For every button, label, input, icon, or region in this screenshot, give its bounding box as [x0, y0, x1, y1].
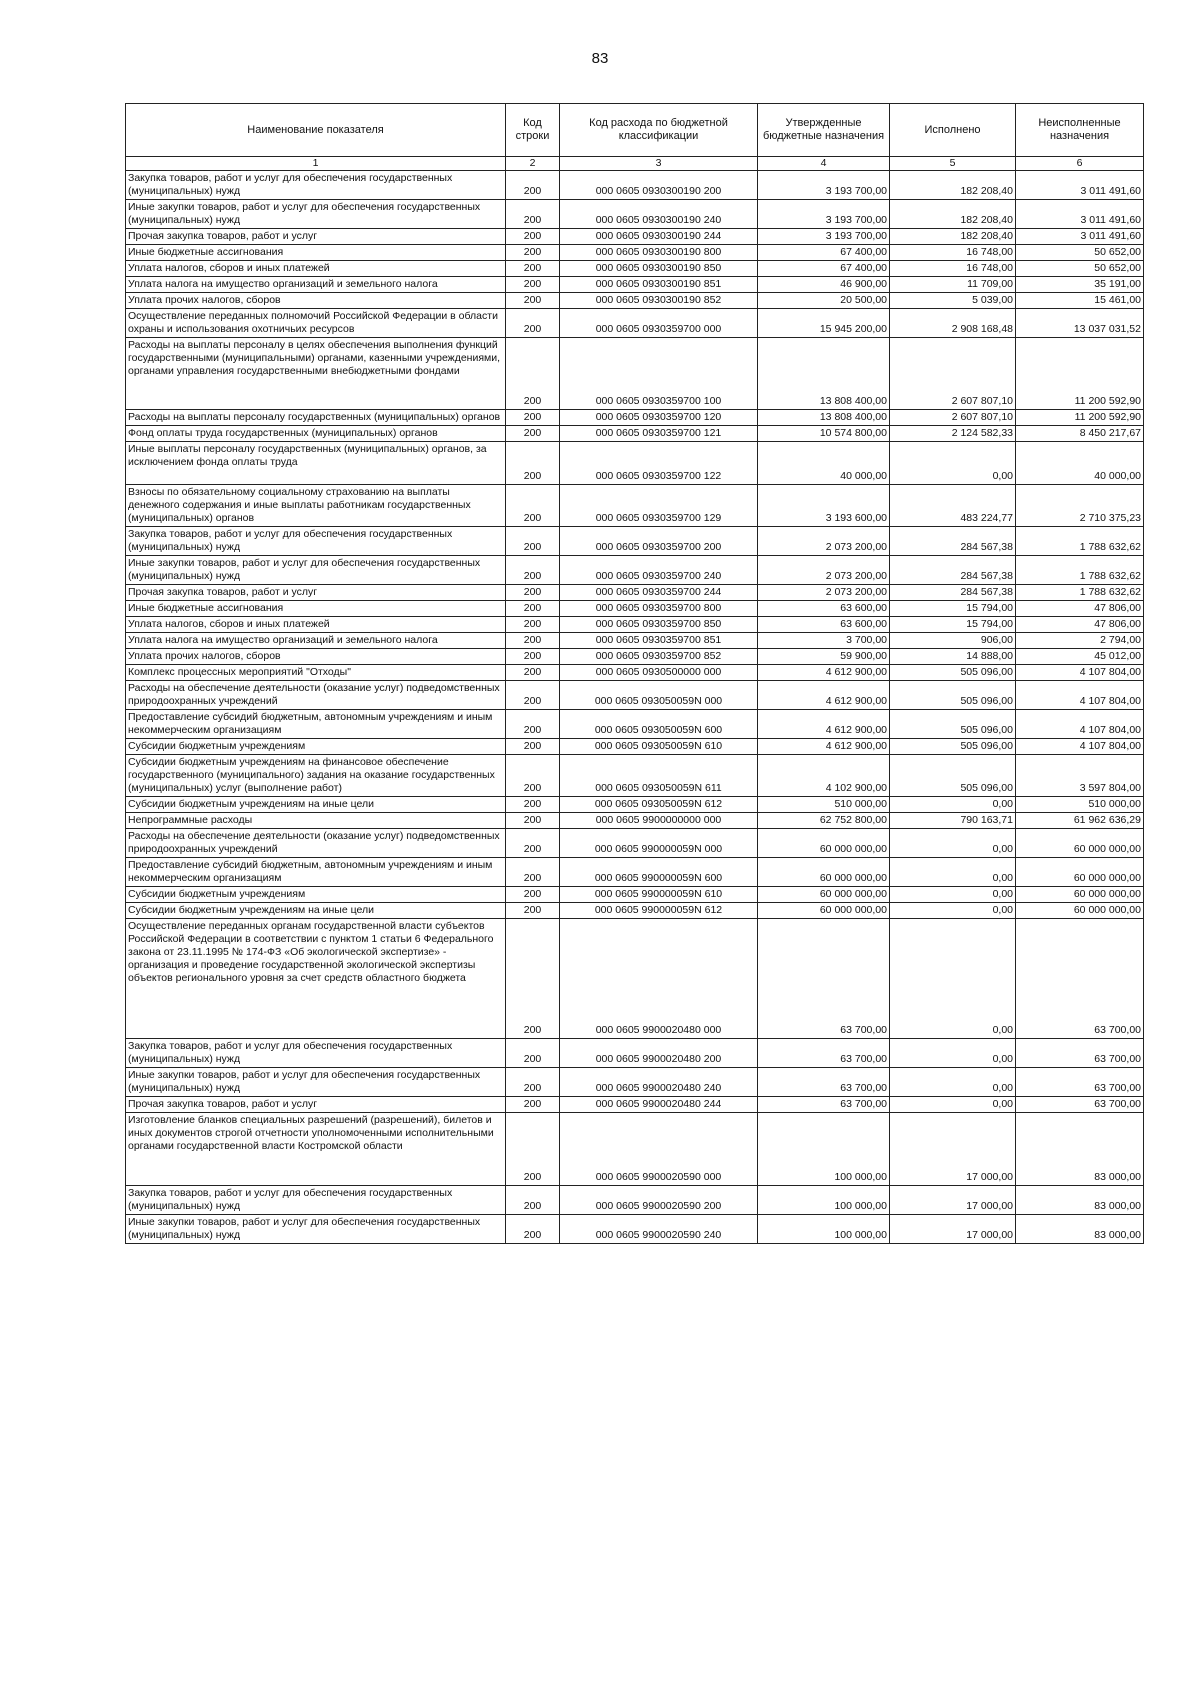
row-name: Уплата налогов, сборов и иных платежей — [126, 261, 506, 277]
column-number-row — [126, 157, 1144, 171]
row-budget-code: 000 0605 0930359700 122 — [560, 442, 758, 485]
row-name: Закупка товаров, работ и услуг для обеспечения государственных (муниципальных) нужд — [126, 171, 506, 200]
row-unexecuted-amount: 15 461,00 — [1016, 293, 1144, 309]
row-line-code: 200 — [506, 1097, 560, 1113]
row-budget-code: 000 0605 0930359700 120 — [560, 410, 758, 426]
row-budget-code: 000 0605 9900020590 200 — [560, 1186, 758, 1215]
row-name: Закупка товаров, работ и услуг для обеспечения государственных (муниципальных) нужд — [126, 1186, 506, 1215]
row-approved-amount: 3 193 700,00 — [758, 200, 890, 229]
table-row — [126, 797, 1144, 813]
row-approved-amount: 3 700,00 — [758, 633, 890, 649]
row-name: Субсидии бюджетным учреждениям на иные цели — [126, 797, 506, 813]
row-budget-code: 000 0605 093050059N 610 — [560, 739, 758, 755]
row-unexecuted-amount: 4 107 804,00 — [1016, 681, 1144, 710]
row-executed-amount: 5 039,00 — [890, 293, 1016, 309]
row-approved-amount: 67 400,00 — [758, 245, 890, 261]
row-line-code: 200 — [506, 858, 560, 887]
table-row — [126, 556, 1144, 585]
header-code: Код строки — [506, 104, 560, 157]
row-executed-amount: 0,00 — [890, 858, 1016, 887]
row-unexecuted-amount: 60 000 000,00 — [1016, 887, 1144, 903]
row-budget-code: 000 0605 990000059N 610 — [560, 887, 758, 903]
row-unexecuted-amount: 4 107 804,00 — [1016, 665, 1144, 681]
row-name: Уплата прочих налогов, сборов — [126, 293, 506, 309]
row-name: Расходы на обеспечение деятельности (оказание услуг) подведомственных природоохранных учреждений — [126, 681, 506, 710]
row-unexecuted-amount: 1 788 632,62 — [1016, 585, 1144, 601]
table-row — [126, 261, 1144, 277]
row-line-code: 200 — [506, 1068, 560, 1097]
row-approved-amount: 4 612 900,00 — [758, 739, 890, 755]
row-approved-amount: 20 500,00 — [758, 293, 890, 309]
table-row — [126, 665, 1144, 681]
row-name: Расходы на выплаты персоналу в целях обеспечения выполнения функций государственными (муниципальными) органами, казенными учреждениями, органами управления государственными внебюджетными фондами — [126, 338, 506, 410]
row-line-code: 200 — [506, 633, 560, 649]
row-executed-amount: 505 096,00 — [890, 755, 1016, 797]
row-budget-code: 000 0605 9900020590 000 — [560, 1113, 758, 1186]
row-unexecuted-amount: 63 700,00 — [1016, 1068, 1144, 1097]
row-approved-amount: 2 073 200,00 — [758, 556, 890, 585]
row-name: Иные закупки товаров, работ и услуг для обеспечения государственных (муниципальных) нужд — [126, 1068, 506, 1097]
table-row — [126, 410, 1144, 426]
row-line-code: 200 — [506, 585, 560, 601]
table-row — [126, 585, 1144, 601]
table-row — [126, 171, 1144, 200]
row-unexecuted-amount: 61 962 636,29 — [1016, 813, 1144, 829]
row-executed-amount: 0,00 — [890, 797, 1016, 813]
row-budget-code: 000 0605 0930359700 200 — [560, 527, 758, 556]
row-line-code: 200 — [506, 1215, 560, 1244]
row-executed-amount: 16 748,00 — [890, 261, 1016, 277]
row-budget-code: 000 0605 0930359700 121 — [560, 426, 758, 442]
row-line-code: 200 — [506, 485, 560, 527]
row-budget-code: 000 0605 0930300190 851 — [560, 277, 758, 293]
row-approved-amount: 510 000,00 — [758, 797, 890, 813]
row-executed-amount: 2 124 582,33 — [890, 426, 1016, 442]
row-line-code: 200 — [506, 1113, 560, 1186]
row-line-code: 200 — [506, 681, 560, 710]
row-approved-amount: 13 808 400,00 — [758, 338, 890, 410]
row-line-code: 200 — [506, 410, 560, 426]
row-executed-amount: 284 567,38 — [890, 585, 1016, 601]
row-name: Осуществление переданных полномочий Российской Федерации в области охраны и использования охотничьих ресурсов — [126, 309, 506, 338]
table-row — [126, 200, 1144, 229]
row-budget-code: 000 0605 0930359700 850 — [560, 617, 758, 633]
row-executed-amount: 182 208,40 — [890, 171, 1016, 200]
row-name: Уплата налога на имущество организаций и земельного налога — [126, 277, 506, 293]
row-budget-code: 000 0605 0930359700 100 — [560, 338, 758, 410]
row-approved-amount: 15 945 200,00 — [758, 309, 890, 338]
row-executed-amount: 0,00 — [890, 903, 1016, 919]
row-name: Уплата налога на имущество организаций и земельного налога — [126, 633, 506, 649]
row-executed-amount: 14 888,00 — [890, 649, 1016, 665]
table-row — [126, 633, 1144, 649]
row-budget-code: 000 0605 0930359700 129 — [560, 485, 758, 527]
row-executed-amount: 2 908 168,48 — [890, 309, 1016, 338]
row-name: Закупка товаров, работ и услуг для обеспечения государственных (муниципальных) нужд — [126, 527, 506, 556]
row-approved-amount: 60 000 000,00 — [758, 903, 890, 919]
row-line-code: 200 — [506, 261, 560, 277]
row-name: Прочая закупка товаров, работ и услуг — [126, 1097, 506, 1113]
row-unexecuted-amount: 83 000,00 — [1016, 1215, 1144, 1244]
row-name: Комплекс процессных мероприятий "Отходы" — [126, 665, 506, 681]
table-row — [126, 338, 1144, 410]
row-approved-amount: 13 808 400,00 — [758, 410, 890, 426]
page-number: 83 — [591, 50, 609, 67]
row-budget-code: 000 0605 0930359700 851 — [560, 633, 758, 649]
table-row — [126, 293, 1144, 309]
row-name: Расходы на обеспечение деятельности (оказание услуг) подведомственных природоохранных учреждений — [126, 829, 506, 858]
row-approved-amount: 60 000 000,00 — [758, 858, 890, 887]
row-unexecuted-amount: 4 107 804,00 — [1016, 739, 1144, 755]
table-row — [126, 1039, 1144, 1068]
row-unexecuted-amount: 2 710 375,23 — [1016, 485, 1144, 527]
row-unexecuted-amount: 13 037 031,52 — [1016, 309, 1144, 338]
row-budget-code: 000 0605 9900020590 240 — [560, 1215, 758, 1244]
row-executed-amount: 17 000,00 — [890, 1113, 1016, 1186]
row-unexecuted-amount: 4 107 804,00 — [1016, 710, 1144, 739]
row-executed-amount: 0,00 — [890, 919, 1016, 1039]
table-row — [126, 813, 1144, 829]
row-budget-code: 000 0605 9900020480 000 — [560, 919, 758, 1039]
table-row — [126, 755, 1144, 797]
row-unexecuted-amount: 50 652,00 — [1016, 245, 1144, 261]
row-approved-amount: 4 612 900,00 — [758, 665, 890, 681]
row-line-code: 200 — [506, 797, 560, 813]
row-name: Изготовление бланков специальных разрешений (разрешений), билетов и иных документов строгой отчетности уполномоченными исполнительными органами государственной власти Костромской области — [126, 1113, 506, 1186]
row-name: Иные выплаты персоналу государственных (муниципальных) органов, за исключением фонда оплаты труда — [126, 442, 506, 485]
header-unexecuted: Неисполненные назначения — [1016, 104, 1144, 157]
row-name: Прочая закупка товаров, работ и услуг — [126, 229, 506, 245]
row-name: Уплата налогов, сборов и иных платежей — [126, 617, 506, 633]
row-approved-amount: 3 193 600,00 — [758, 485, 890, 527]
row-approved-amount: 10 574 800,00 — [758, 426, 890, 442]
row-approved-amount: 63 700,00 — [758, 919, 890, 1039]
row-unexecuted-amount: 11 200 592,90 — [1016, 410, 1144, 426]
row-budget-code: 000 0605 0930300190 800 — [560, 245, 758, 261]
row-approved-amount: 3 193 700,00 — [758, 229, 890, 245]
row-approved-amount: 3 193 700,00 — [758, 171, 890, 200]
row-approved-amount: 4 102 900,00 — [758, 755, 890, 797]
row-executed-amount: 284 567,38 — [890, 556, 1016, 585]
row-name: Фонд оплаты труда государственных (муниципальных) органов — [126, 426, 506, 442]
row-executed-amount: 790 163,71 — [890, 813, 1016, 829]
row-executed-amount: 906,00 — [890, 633, 1016, 649]
row-unexecuted-amount: 35 191,00 — [1016, 277, 1144, 293]
row-name: Предоставление субсидий бюджетным, автономным учреждениям и иным некоммерческим организациям — [126, 710, 506, 739]
row-name: Иные бюджетные ассигнования — [126, 245, 506, 261]
row-line-code: 200 — [506, 527, 560, 556]
table-row — [126, 887, 1144, 903]
column-number: 4 — [758, 157, 890, 171]
table-row — [126, 485, 1144, 527]
column-number: 6 — [1016, 157, 1144, 171]
row-budget-code: 000 0605 0930359700 240 — [560, 556, 758, 585]
table-row — [126, 527, 1144, 556]
row-line-code: 200 — [506, 171, 560, 200]
table-row — [126, 601, 1144, 617]
row-budget-code: 000 0605 0930500000 000 — [560, 665, 758, 681]
row-line-code: 200 — [506, 710, 560, 739]
row-unexecuted-amount: 3 597 804,00 — [1016, 755, 1144, 797]
row-line-code: 200 — [506, 755, 560, 797]
row-executed-amount: 2 607 807,10 — [890, 410, 1016, 426]
row-executed-amount: 284 567,38 — [890, 527, 1016, 556]
row-budget-code: 000 0605 990000059N 612 — [560, 903, 758, 919]
row-budget-code: 000 0605 093050059N 000 — [560, 681, 758, 710]
table-row — [126, 903, 1144, 919]
row-budget-code: 000 0605 093050059N 612 — [560, 797, 758, 813]
row-executed-amount: 0,00 — [890, 1068, 1016, 1097]
row-line-code: 200 — [506, 1186, 560, 1215]
row-line-code: 200 — [506, 887, 560, 903]
row-line-code: 200 — [506, 739, 560, 755]
row-unexecuted-amount: 2 794,00 — [1016, 633, 1144, 649]
row-executed-amount: 15 794,00 — [890, 617, 1016, 633]
row-name: Непрограммные расходы — [126, 813, 506, 829]
column-number: 1 — [126, 157, 506, 171]
row-approved-amount: 2 073 200,00 — [758, 527, 890, 556]
row-unexecuted-amount: 83 000,00 — [1016, 1186, 1144, 1215]
header-approved: Утвержденные бюджетные назначения — [758, 104, 890, 157]
table-row — [126, 829, 1144, 858]
row-name: Иные закупки товаров, работ и услуг для обеспечения государственных (муниципальных) нужд — [126, 1215, 506, 1244]
row-approved-amount: 4 612 900,00 — [758, 681, 890, 710]
table-body — [126, 171, 1144, 1244]
row-name: Закупка товаров, работ и услуг для обеспечения государственных (муниципальных) нужд — [126, 1039, 506, 1068]
row-executed-amount: 182 208,40 — [890, 229, 1016, 245]
row-executed-amount: 16 748,00 — [890, 245, 1016, 261]
header-executed: Исполнено — [890, 104, 1016, 157]
row-budget-code: 000 0605 0930359700 852 — [560, 649, 758, 665]
row-unexecuted-amount: 60 000 000,00 — [1016, 829, 1144, 858]
row-executed-amount: 0,00 — [890, 829, 1016, 858]
row-line-code: 200 — [506, 442, 560, 485]
row-name: Субсидии бюджетным учреждениям на финансовое обеспечение государственного (муниципального) задания на оказание государственных (муниципальных) услуг (выполнение работ) — [126, 755, 506, 797]
row-line-code: 200 — [506, 293, 560, 309]
row-unexecuted-amount: 45 012,00 — [1016, 649, 1144, 665]
row-budget-code: 000 0605 990000059N 600 — [560, 858, 758, 887]
row-line-code: 200 — [506, 556, 560, 585]
table-row — [126, 1215, 1144, 1244]
row-unexecuted-amount: 50 652,00 — [1016, 261, 1144, 277]
row-name: Иные бюджетные ассигнования — [126, 601, 506, 617]
row-approved-amount: 100 000,00 — [758, 1113, 890, 1186]
header-name: Наименование показателя — [126, 104, 506, 157]
row-budget-code: 000 0605 0930359700 244 — [560, 585, 758, 601]
row-executed-amount: 2 607 807,10 — [890, 338, 1016, 410]
row-line-code: 200 — [506, 813, 560, 829]
table-row — [126, 710, 1144, 739]
row-executed-amount: 483 224,77 — [890, 485, 1016, 527]
table-row — [126, 442, 1144, 485]
row-unexecuted-amount: 63 700,00 — [1016, 919, 1144, 1039]
row-unexecuted-amount: 47 806,00 — [1016, 601, 1144, 617]
row-line-code: 200 — [506, 919, 560, 1039]
row-budget-code: 000 0605 9900020480 240 — [560, 1068, 758, 1097]
row-line-code: 200 — [506, 665, 560, 681]
row-unexecuted-amount: 47 806,00 — [1016, 617, 1144, 633]
row-name: Расходы на выплаты персоналу государственных (муниципальных) органов — [126, 410, 506, 426]
row-executed-amount: 505 096,00 — [890, 665, 1016, 681]
row-unexecuted-amount: 63 700,00 — [1016, 1039, 1144, 1068]
row-executed-amount: 0,00 — [890, 887, 1016, 903]
row-unexecuted-amount: 60 000 000,00 — [1016, 858, 1144, 887]
table-row — [126, 649, 1144, 665]
row-name: Иные закупки товаров, работ и услуг для обеспечения государственных (муниципальных) нужд — [126, 556, 506, 585]
row-unexecuted-amount: 1 788 632,62 — [1016, 527, 1144, 556]
row-name: Взносы по обязательному социальному страхованию на выплаты денежного содержания и иные выплаты работникам государственных (муниципальных) органов — [126, 485, 506, 527]
row-executed-amount: 11 709,00 — [890, 277, 1016, 293]
table-row — [126, 739, 1144, 755]
row-line-code: 200 — [506, 200, 560, 229]
table-row — [126, 1068, 1144, 1097]
table-row — [126, 245, 1144, 261]
table-row — [126, 309, 1144, 338]
row-line-code: 200 — [506, 601, 560, 617]
row-executed-amount: 0,00 — [890, 1039, 1016, 1068]
row-budget-code: 000 0605 0930300190 850 — [560, 261, 758, 277]
row-executed-amount: 505 096,00 — [890, 681, 1016, 710]
row-executed-amount: 17 000,00 — [890, 1186, 1016, 1215]
table-row — [126, 426, 1144, 442]
row-name: Субсидии бюджетным учреждениям — [126, 887, 506, 903]
table-row — [126, 1097, 1144, 1113]
row-budget-code: 000 0605 0930300190 240 — [560, 200, 758, 229]
row-approved-amount: 63 600,00 — [758, 601, 890, 617]
row-approved-amount: 100 000,00 — [758, 1215, 890, 1244]
row-executed-amount: 0,00 — [890, 1097, 1016, 1113]
row-unexecuted-amount: 63 700,00 — [1016, 1097, 1144, 1113]
row-approved-amount: 63 700,00 — [758, 1068, 890, 1097]
row-unexecuted-amount: 40 000,00 — [1016, 442, 1144, 485]
table-row — [126, 1113, 1144, 1186]
row-approved-amount: 62 752 800,00 — [758, 813, 890, 829]
table-row — [126, 229, 1144, 245]
row-unexecuted-amount: 60 000 000,00 — [1016, 903, 1144, 919]
row-name: Предоставление субсидий бюджетным, автономным учреждениям и иным некоммерческим организациям — [126, 858, 506, 887]
row-name: Субсидии бюджетным учреждениям на иные цели — [126, 903, 506, 919]
row-unexecuted-amount: 8 450 217,67 — [1016, 426, 1144, 442]
row-unexecuted-amount: 3 011 491,60 — [1016, 229, 1144, 245]
row-approved-amount: 60 000 000,00 — [758, 829, 890, 858]
row-line-code: 200 — [506, 649, 560, 665]
row-unexecuted-amount: 510 000,00 — [1016, 797, 1144, 813]
row-approved-amount: 40 000,00 — [758, 442, 890, 485]
table-row — [126, 858, 1144, 887]
row-line-code: 200 — [506, 617, 560, 633]
row-budget-code: 000 0605 0930300190 244 — [560, 229, 758, 245]
row-unexecuted-amount: 11 200 592,90 — [1016, 338, 1144, 410]
row-budget-code: 000 0605 0930359700 800 — [560, 601, 758, 617]
header-kbk: Код расхода по бюджетной классификации — [560, 104, 758, 157]
row-line-code: 200 — [506, 903, 560, 919]
row-line-code: 200 — [506, 426, 560, 442]
row-budget-code: 000 0605 9900020480 200 — [560, 1039, 758, 1068]
row-line-code: 200 — [506, 245, 560, 261]
row-budget-code: 000 0605 9900020480 244 — [560, 1097, 758, 1113]
column-number: 2 — [506, 157, 560, 171]
row-executed-amount: 17 000,00 — [890, 1215, 1016, 1244]
row-approved-amount: 63 600,00 — [758, 617, 890, 633]
row-name: Субсидии бюджетным учреждениям — [126, 739, 506, 755]
column-number: 5 — [890, 157, 1016, 171]
row-line-code: 200 — [506, 338, 560, 410]
table-row — [126, 617, 1144, 633]
row-name: Иные закупки товаров, работ и услуг для обеспечения государственных (муниципальных) нужд — [126, 200, 506, 229]
row-approved-amount: 46 900,00 — [758, 277, 890, 293]
row-line-code: 200 — [506, 309, 560, 338]
row-name: Осуществление переданных органам государственной власти субъектов Российской Федерации в соответствии с пунктом 1 статьи 6 Федерального закона от 23.11.1995 № 174-ФЗ «Об экологической экспертизе» - организация и проведение государственной экологической экспертизы объектов регионального уровня за счет средств областного бюджета — [126, 919, 506, 1039]
row-approved-amount: 100 000,00 — [758, 1186, 890, 1215]
row-budget-code: 000 0605 093050059N 600 — [560, 710, 758, 739]
row-budget-code: 000 0605 0930300190 200 — [560, 171, 758, 200]
row-approved-amount: 63 700,00 — [758, 1039, 890, 1068]
column-number: 3 — [560, 157, 758, 171]
row-budget-code: 000 0605 0930359700 000 — [560, 309, 758, 338]
table-row — [126, 277, 1144, 293]
row-unexecuted-amount: 3 011 491,60 — [1016, 200, 1144, 229]
table-row — [126, 1186, 1144, 1215]
row-approved-amount: 4 612 900,00 — [758, 710, 890, 739]
row-name: Прочая закупка товаров, работ и услуг — [126, 585, 506, 601]
row-name: Уплата прочих налогов, сборов — [126, 649, 506, 665]
row-executed-amount: 505 096,00 — [890, 739, 1016, 755]
table-row — [126, 681, 1144, 710]
row-budget-code: 000 0605 9900000000 000 — [560, 813, 758, 829]
row-executed-amount: 15 794,00 — [890, 601, 1016, 617]
budget-execution-table — [125, 103, 1144, 1244]
row-approved-amount: 67 400,00 — [758, 261, 890, 277]
row-unexecuted-amount: 83 000,00 — [1016, 1113, 1144, 1186]
row-executed-amount: 505 096,00 — [890, 710, 1016, 739]
row-unexecuted-amount: 3 011 491,60 — [1016, 171, 1144, 200]
row-executed-amount: 0,00 — [890, 442, 1016, 485]
row-budget-code: 000 0605 093050059N 611 — [560, 755, 758, 797]
row-budget-code: 000 0605 990000059N 000 — [560, 829, 758, 858]
header-row — [126, 104, 1144, 157]
row-approved-amount: 60 000 000,00 — [758, 887, 890, 903]
row-line-code: 200 — [506, 1039, 560, 1068]
row-approved-amount: 59 900,00 — [758, 649, 890, 665]
row-budget-code: 000 0605 0930300190 852 — [560, 293, 758, 309]
row-line-code: 200 — [506, 229, 560, 245]
row-line-code: 200 — [506, 277, 560, 293]
table-row — [126, 919, 1144, 1039]
row-unexecuted-amount: 1 788 632,62 — [1016, 556, 1144, 585]
row-approved-amount: 63 700,00 — [758, 1097, 890, 1113]
row-approved-amount: 2 073 200,00 — [758, 585, 890, 601]
row-executed-amount: 182 208,40 — [890, 200, 1016, 229]
row-line-code: 200 — [506, 829, 560, 858]
